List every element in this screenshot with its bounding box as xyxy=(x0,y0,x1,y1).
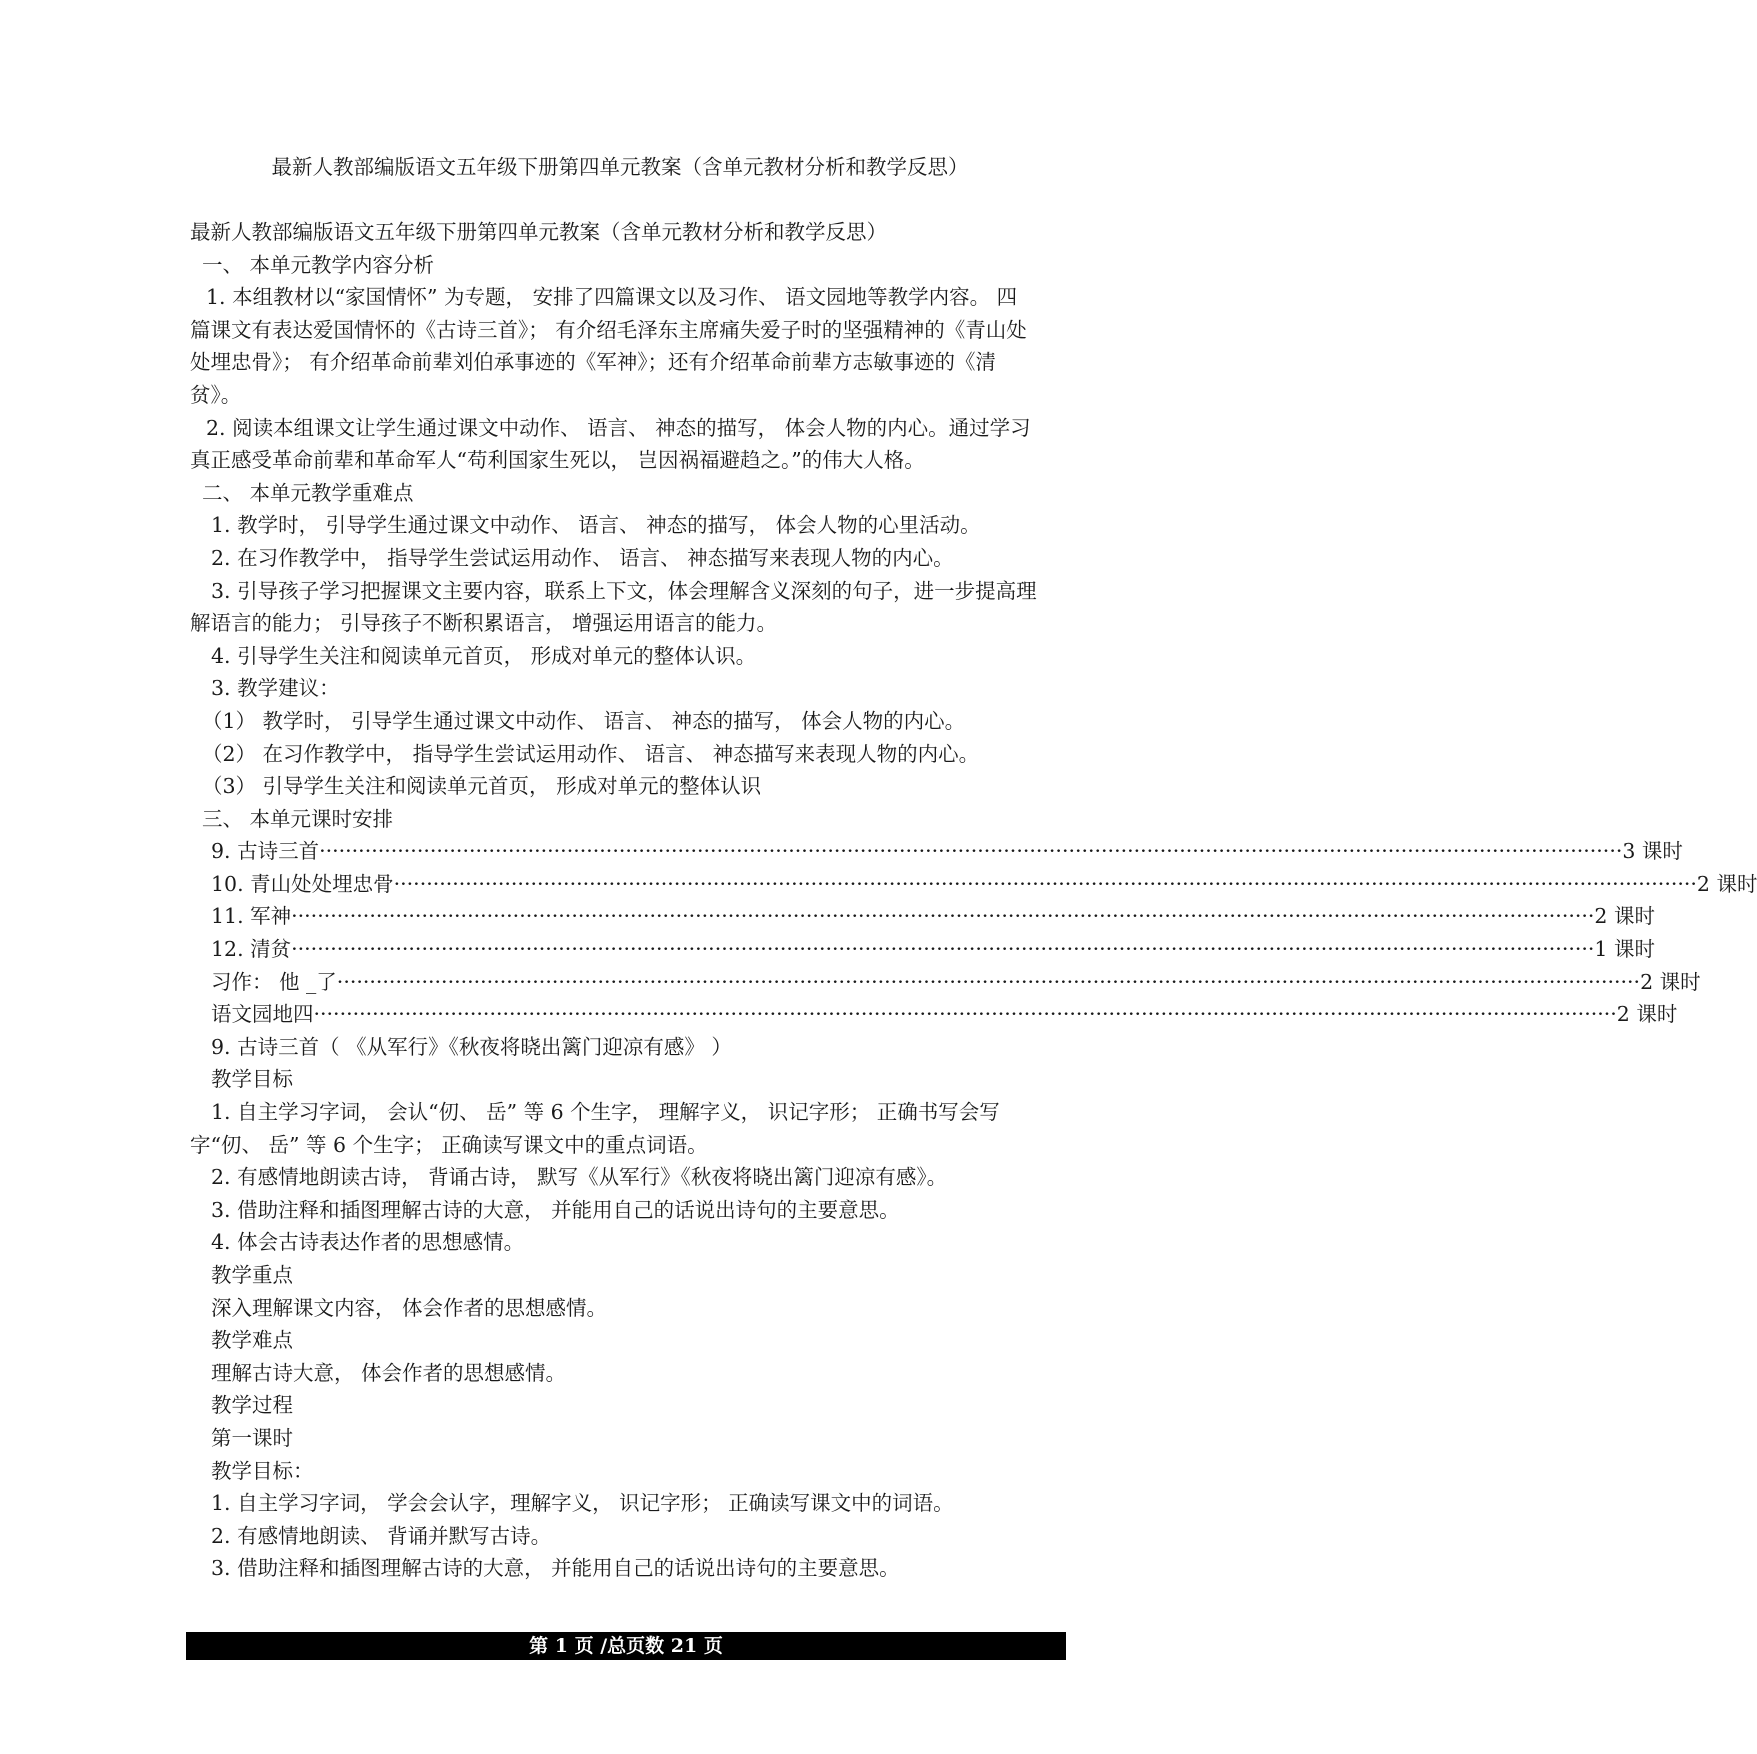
sub-heading: 3. 教学建议： xyxy=(211,676,340,701)
page-footer: 第 1 页 /总页数 21 页 xyxy=(186,1632,1066,1660)
schedule-value: 2 课时 xyxy=(1640,969,1701,994)
paragraph-line: 理解古诗大意， 体会作者的思想感情。 xyxy=(211,1360,567,1385)
list-item: 2. 有感情地朗读、 背诵并默写古诗。 xyxy=(211,1523,552,1548)
list-item: 4. 体会古诗表达作者的思想感情。 xyxy=(211,1230,525,1255)
list-item: 3. 借助注释和插图理解古诗的大意， 并能用自己的话说出诗句的主要意思。 xyxy=(211,1197,900,1222)
schedule-value: 1 课时 xyxy=(1594,937,1655,962)
paragraph-line: 篇课文有表达爱国情怀的《古诗三首》； 有介绍毛泽东主席痛失爱子时的坚强精神的《青山处 xyxy=(190,317,1027,342)
schedule-row xyxy=(190,966,1701,999)
paragraph-line: 字“仞、 岳” 等 6 个生字； 正确读写课文中的重点词语。 xyxy=(190,1132,708,1157)
section-heading: 二、 本单元教学重难点 xyxy=(202,480,414,505)
list-item: 4. 引导学生关注和阅读单元首页， 形成对单元的整体认识。 xyxy=(211,643,757,668)
schedule-value: 3 课时 xyxy=(1622,839,1683,864)
document-body xyxy=(190,216,1757,1585)
paragraph-line: 1. 本组教材以“家国情怀” 为专题， 安排了四篇课文以及习作、 语文园地等教学内容。 四 xyxy=(206,285,1018,310)
list-item: 3. 引导孩子学习把握课文主要内容，联系上下文，体会理解含义深刻的句子，进一步提高理 xyxy=(211,578,1037,603)
sub-heading: 第一课时 xyxy=(211,1425,293,1450)
schedule-row xyxy=(190,868,1757,901)
list-item: 1. 自主学习字词， 会认“仞、 岳” 等 6 个生字， 理解字义， 识记字形； 正确书写会写 xyxy=(211,1100,1000,1125)
schedule-label: 12. 清贫 xyxy=(211,937,292,962)
list-item: 1. 教学时， 引导学生通过课文中动作、 语言、 神态的描写， 体会人物的心里活动。 xyxy=(211,513,981,538)
paragraph-line: 贫》。 xyxy=(190,382,242,407)
schedule-value: 2 课时 xyxy=(1594,904,1655,929)
sub-heading: 教学难点 xyxy=(211,1328,293,1353)
section-heading: 一、 本单元教学内容分析 xyxy=(202,252,435,277)
list-item: （1） 教学时， 引导学生通过课文中动作、 语言、 神态的描写， 体会人物的内心。 xyxy=(202,708,966,733)
schedule-label: 习作： 他 _了 xyxy=(211,969,337,994)
dot-leader: ········································································································································································································ xyxy=(313,1002,1617,1027)
lesson-title: 9. 古诗三首（ 《从军行》《秋夜将晓出篱门迎凉有感》 ） xyxy=(211,1034,732,1059)
sub-heading: 教学重点 xyxy=(211,1263,293,1287)
list-item: 1. 自主学习字词， 学会会认字，理解字义， 识记字形； 正确读写课文中的词语。 xyxy=(211,1491,954,1516)
schedule-row xyxy=(190,998,1678,1031)
sub-heading: 教学过程 xyxy=(211,1393,293,1418)
schedule-label: 11. 军神 xyxy=(211,904,292,929)
paragraph-line: 解语言的能力； 引导孩子不断积累语言， 增强运用语言的能力。 xyxy=(190,611,778,636)
dot-leader: ········································································································································································································ xyxy=(319,839,1623,864)
schedule-label: 语文园地四 xyxy=(211,1002,314,1027)
schedule-label: 9. 古诗三首 xyxy=(211,839,320,864)
list-item: 2. 在习作教学中， 指导学生尝试运用动作、 语言、 神态描写来表现人物的内心。 xyxy=(211,545,954,570)
schedule-label: 10. 青山处处埋忠骨 xyxy=(211,871,394,896)
list-item: （3） 引导学生关注和阅读单元首页， 形成对单元的整体认识 xyxy=(202,774,762,799)
paragraph-line: 2. 阅读本组课文让学生通过课文中动作、 语言、 神态的描写， 体会人物的内心。通过学习 xyxy=(206,415,1031,440)
section-heading: 三、 本单元课时安排 xyxy=(202,806,394,831)
list-item: 2. 有感情地朗读古诗， 背诵古诗， 默写《从军行》《秋夜将晓出篱门迎凉有感》。 xyxy=(211,1165,948,1190)
document-title: 最新人教部编版语文五年级下册第四单元教案（含单元教材分析和教学反思） xyxy=(271,155,969,179)
paragraph-line: 深入理解课文内容， 体会作者的思想感情。 xyxy=(211,1295,608,1320)
schedule-row xyxy=(190,933,1655,966)
dot-leader: ········································································································································································································ xyxy=(393,871,1697,896)
list-item: （2） 在习作教学中， 指导学生尝试运用动作、 语言、 神态描写来表现人物的内心。 xyxy=(202,741,980,766)
schedule-row xyxy=(190,835,1683,868)
list-item: 3. 借助注释和插图理解古诗的大意， 并能用自己的话说出诗句的主要意思。 xyxy=(211,1556,900,1581)
paragraph-line: 处埋忠骨》； 有介绍革命前辈刘伯承事迹的《军神》；还有介绍革命前辈方志敏事迹的《清 xyxy=(190,350,997,375)
document-subtitle: 最新人教部编版语文五年级下册第四单元教案（含单元教材分析和教学反思） xyxy=(190,220,887,244)
schedule-value: 2 课时 xyxy=(1696,871,1757,896)
dot-leader: ········································································································································································································ xyxy=(291,937,1595,962)
schedule-row xyxy=(190,900,1655,933)
schedule-value: 2 课时 xyxy=(1616,1002,1678,1027)
sub-heading: 教学目标 xyxy=(211,1067,293,1092)
paragraph-line: 真正感受革命前辈和革命军人“苟利国家生死以， 岂因祸福避趋之。”的伟大人格。 xyxy=(190,448,925,473)
dot-leader: ········································································································································································································ xyxy=(291,904,1595,929)
dot-leader: ········································································································································································································ xyxy=(336,969,1641,994)
sub-heading: 教学目标： xyxy=(211,1458,314,1483)
